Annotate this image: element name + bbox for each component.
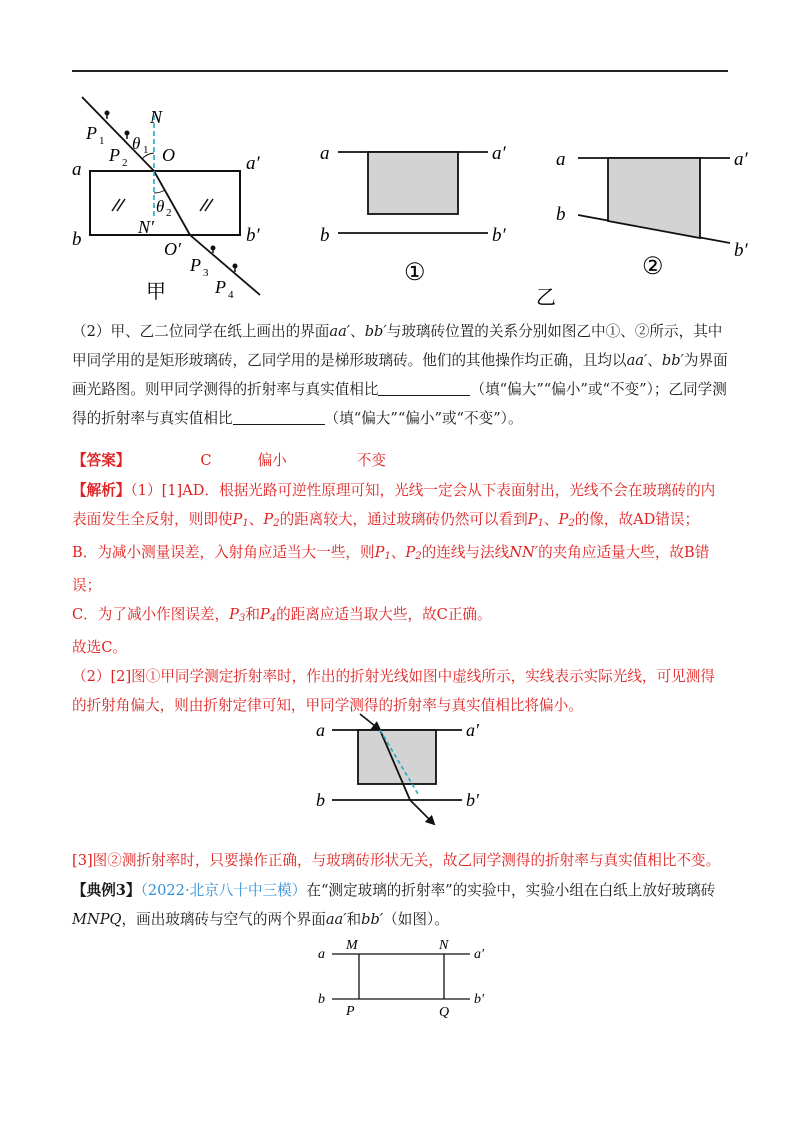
label-p2: P [109, 145, 120, 165]
label-o-prime: O′ [164, 239, 181, 259]
figure-mnpq [314, 936, 504, 1020]
answer-blank-1[interactable] [378, 381, 470, 396]
label-a-prime: a′ [246, 153, 260, 174]
example-label: 【典例3】 [72, 882, 141, 899]
answer-line [72, 446, 728, 475]
label-b: b [556, 204, 566, 225]
label-a-prime: a′ [474, 947, 485, 962]
label-o: O [162, 145, 175, 165]
label-b-prime: b′ [246, 225, 260, 246]
label-a-prime: a′ [492, 143, 506, 164]
label-b: b [316, 790, 325, 810]
label-b-prime: b′ [734, 240, 748, 261]
label-a: a [318, 947, 325, 962]
label-m: M [346, 938, 358, 953]
label-a: a [316, 720, 325, 740]
label-num-one: ① [404, 260, 426, 286]
label-p: P [346, 1004, 355, 1019]
label-a: a [556, 149, 566, 170]
header-rule [72, 70, 728, 72]
label-b-prime: b′ [466, 790, 479, 810]
answer-label: 【答案】 [72, 452, 131, 469]
answer-blank-2[interactable] [233, 410, 325, 425]
figure-jia [72, 95, 272, 305]
label-a: a [320, 143, 330, 164]
label-p4: P [215, 277, 226, 297]
label-num-two: ② [642, 254, 664, 280]
caption-yi: 乙 [536, 287, 556, 309]
label-theta2: θ [156, 197, 165, 216]
label-a-prime: a′ [734, 149, 748, 170]
label-q: Q [439, 1005, 450, 1020]
analysis-part3: [3]图②测折射率时，只要操作正确，与玻璃砖形状无关，故乙同学测得的折射率与真实值相比不变。 [72, 852, 721, 869]
answer-3: 不变 [356, 452, 386, 469]
label-p2-sub: 2 [122, 157, 128, 169]
label-n: N [439, 938, 449, 953]
example-source: （2022·北京八十中三模） [140, 882, 307, 899]
label-p3: P [190, 255, 201, 275]
label-theta2-sub: 2 [166, 207, 172, 219]
label-b: b [318, 992, 325, 1007]
caption-jia: 甲 [146, 281, 166, 303]
answer-1: C [200, 452, 212, 469]
label-b: b [72, 229, 82, 250]
label-theta1-sub: 1 [143, 144, 149, 156]
figure-two [536, 140, 760, 310]
label-b: b [320, 225, 330, 246]
figure-refraction [312, 712, 512, 837]
label-a-prime: a′ [466, 720, 479, 740]
label-a: a [72, 159, 82, 180]
label-theta1: θ [132, 134, 141, 153]
label-p1: P [86, 123, 97, 143]
question-2-text: （2）甲、乙二位同学在纸上画出的界面aa′、bb′与玻璃砖位置的关系分别如图乙中①、②所示，其中甲同学用的是矩形玻璃砖，乙同学用的是梯形玻璃砖。他们的其他操作均正确，且均以aa′、bb′为界面画光路图。则甲同学测得的折射率与真实值相比 （填“偏大”“偏小”或“不变”）；乙同学测得的折射率与真实值相比 （填“偏大”“偏小”或“不变”）。 [72, 323, 728, 427]
label-n: N [150, 107, 163, 127]
label-n-prime: N′ [138, 217, 154, 237]
answer-2: 偏小 [257, 452, 287, 469]
label-b-prime: b′ [492, 225, 506, 246]
label-p3-sub: 3 [203, 267, 209, 279]
analysis-part1: 【解析】（1）[1]AD．根据光路可逆性原理可知，光线一定会从下表面射出，光线不会在玻璃砖的内表面发生全反射，则即使$P_1$、$P_2$的距离较大，通过玻璃砖仍然可以看到$P_1$、$P_2$的像，故AD错误； B．为减小测量误差，入射角应适当大一些，则$P_1$、$P_2$的连线与法线NN′的夹角应适量大些，故B错误； C．为了减小作图误差，$P_3$和$P_4$的距离应适当取大些，故C正确。 故选C。 （2）[2]图①甲同学测定折射率时，作出的折射光线如图中虚线所示，实线表示实际光线，可见测得的折射角偏大，则由折射定律可知，甲同学测得的折射率与真实值相比将偏小。 [72, 482, 716, 714]
label-p1-sub: 1 [99, 135, 105, 147]
label-p4-sub: 4 [228, 289, 234, 301]
label-b-prime: b′ [474, 992, 485, 1007]
analysis-label: 【解析】 [72, 482, 131, 499]
figure-one [316, 140, 526, 290]
example-3-text: 【典例3】（2022·北京八十中三模）在“测定玻璃的折射率”的实验中，实验小组在白纸上放好玻璃砖MNPQ，画出玻璃砖与空气的两个界面aa′和bb′（如图）。 [72, 882, 716, 928]
